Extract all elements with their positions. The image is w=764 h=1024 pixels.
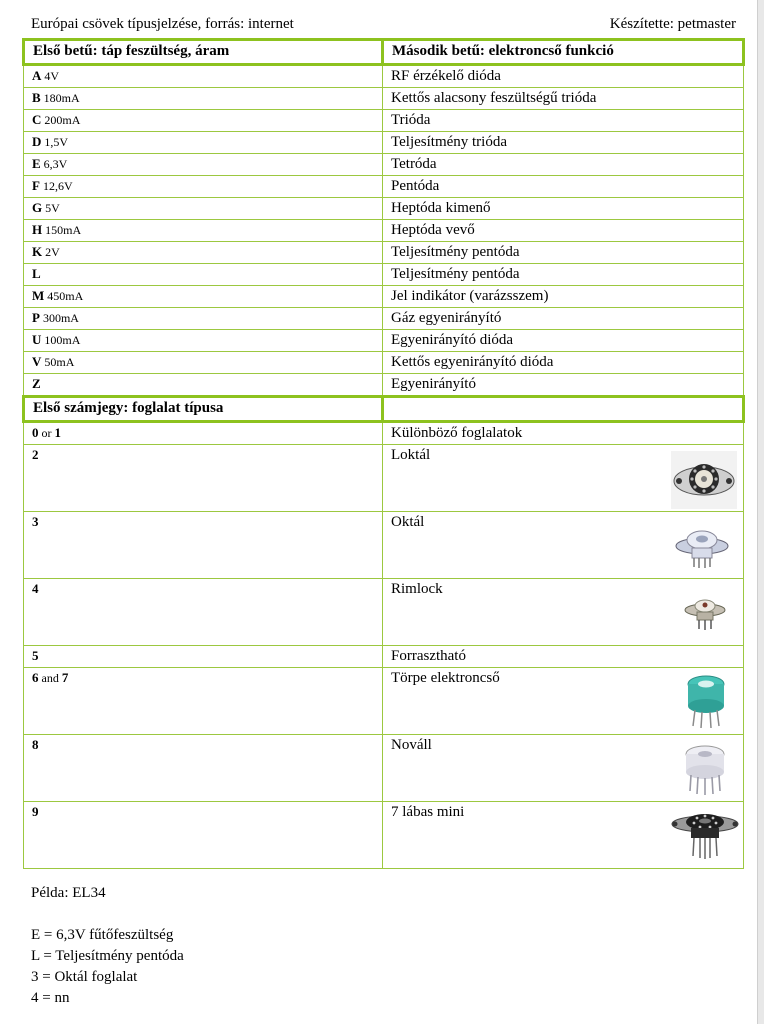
digit-joiner: and [41,671,59,685]
table-row [24,176,744,198]
letter-value: 300mA [42,311,79,325]
table-row [24,242,744,264]
letter-function: Tetróda [383,154,744,176]
octal-socket-image [675,522,729,570]
socket-name: Forrasztható [383,646,744,668]
page-header [31,16,736,36]
letter-value: 2V [45,245,60,259]
letter-function: Kettős alacsony feszültségű trióda [383,88,744,110]
letter-function: Teljesítmény trióda [383,132,744,154]
letter-value: 4V [44,69,60,83]
letter-code: K [32,244,43,259]
digit-code: 2 [32,447,39,462]
example-title: Példa: EL34 [31,885,106,901]
table-row [24,802,744,869]
letter-code: A [32,68,42,83]
section-header-row [24,40,744,65]
table-row [24,445,744,512]
table-row [24,286,744,308]
digit-code: 9 [32,804,39,819]
table-row [24,668,744,735]
letter-code: L [32,266,41,281]
section-first-digit: Első számjegy: foglalat típusa [24,397,383,422]
table-row [24,264,744,286]
table-row [24,198,744,220]
table-row [24,88,744,110]
letter-value: 6,3V [43,157,68,171]
section-header-row [24,397,744,422]
socket-name: Rimlock [391,581,443,597]
letter-function: Teljesítmény pentóda [383,264,744,286]
letter-code: H [32,222,43,237]
letter-code: U [32,332,42,347]
letter-function: Teljesítmény pentóda [383,242,744,264]
digit-code: 3 [32,514,39,529]
digit-code-2: 7 [61,670,69,685]
subminiature-socket-image [685,672,727,730]
section-empty-cell [383,397,744,422]
table-row [24,132,744,154]
digit-code: 6 [32,670,39,685]
letter-code: C [32,112,42,127]
example-line: E = 6,3V fűtőfeszültség [31,927,174,943]
letter-value: 180mA [43,91,80,105]
socket-name: Loktál [391,447,431,463]
table-row [24,512,744,579]
letter-value: 450mA [47,289,84,303]
digit-code: 4 [32,581,39,596]
letter-value: 100mA [44,333,81,347]
table-row [24,374,744,397]
digit-joiner: or [41,426,52,440]
letter-function: Heptóda kimenő [383,198,744,220]
letter-value: 12,6V [42,179,73,193]
letter-code: G [32,200,43,215]
socket-name: Törpe elektroncső [391,670,500,686]
mini-7pin-socket-image [669,808,741,862]
letter-function: Gáz egyenirányító [383,308,744,330]
socket-name: Oktál [391,514,425,530]
example-section [31,883,184,1009]
letter-function: Kettős egyenirányító dióda [383,352,744,374]
table-row [24,735,744,802]
letter-code: P [32,310,40,325]
letter-value: 150mA [45,223,82,237]
table-row [24,330,744,352]
table-row [24,646,744,668]
letter-code: F [32,178,40,193]
digit-code: 5 [32,648,39,663]
loktal-socket-image [671,451,737,509]
digit-code-2: 1 [54,425,61,440]
example-line: 4 = nn [31,990,70,1006]
letter-function: Pentóda [383,176,744,198]
example-line: 3 = Oktál foglalat [31,969,138,985]
socket-name: Különböző foglalatok [383,422,744,445]
letter-function: Egyenirányító dióda [383,330,744,352]
tube-code-table [22,38,745,869]
page-edge [757,0,764,1024]
digit-code: 8 [32,737,39,752]
letter-code: M [32,288,45,303]
spacer [31,904,184,925]
table-row [24,154,744,176]
letter-value: 200mA [44,113,81,127]
header-author: Készítette: petmaster [609,16,736,32]
digit-code: 0 [32,425,39,440]
table-row [24,352,744,374]
rimlock-socket-image [683,593,727,633]
example-line: L = Teljesítmény pentóda [31,948,184,964]
table-row [24,308,744,330]
letter-function: Jel indikátor (varázsszem) [383,286,744,308]
socket-name: Nováll [391,737,432,753]
letter-function: Egyenirányító [383,374,744,397]
table-row [24,579,744,646]
letter-value: 5V [45,201,60,215]
table-row [24,110,744,132]
section-first-letter: Első betű: táp feszültség, áram [24,40,383,65]
table-row [24,220,744,242]
letter-code: V [32,354,42,369]
socket-name: 7 lábas mini [391,804,465,820]
letter-value: 50mA [44,355,75,369]
letter-function: Heptóda vevő [383,220,744,242]
letter-code: D [32,134,42,149]
table-row [24,65,744,88]
table-row [24,422,744,445]
letter-value: 1,5V [44,135,69,149]
section-second-letter: Második betű: elektroncső funkció [383,40,744,65]
letter-function: Trióda [383,110,744,132]
header-source: Európai csövek típusjelzése, forrás: internet [31,16,294,32]
letter-function: RF érzékelő dióda [383,65,744,88]
noval-socket-image [683,743,727,797]
letter-code: E [32,156,41,171]
letter-code: B [32,90,41,105]
letter-code: Z [32,376,41,391]
